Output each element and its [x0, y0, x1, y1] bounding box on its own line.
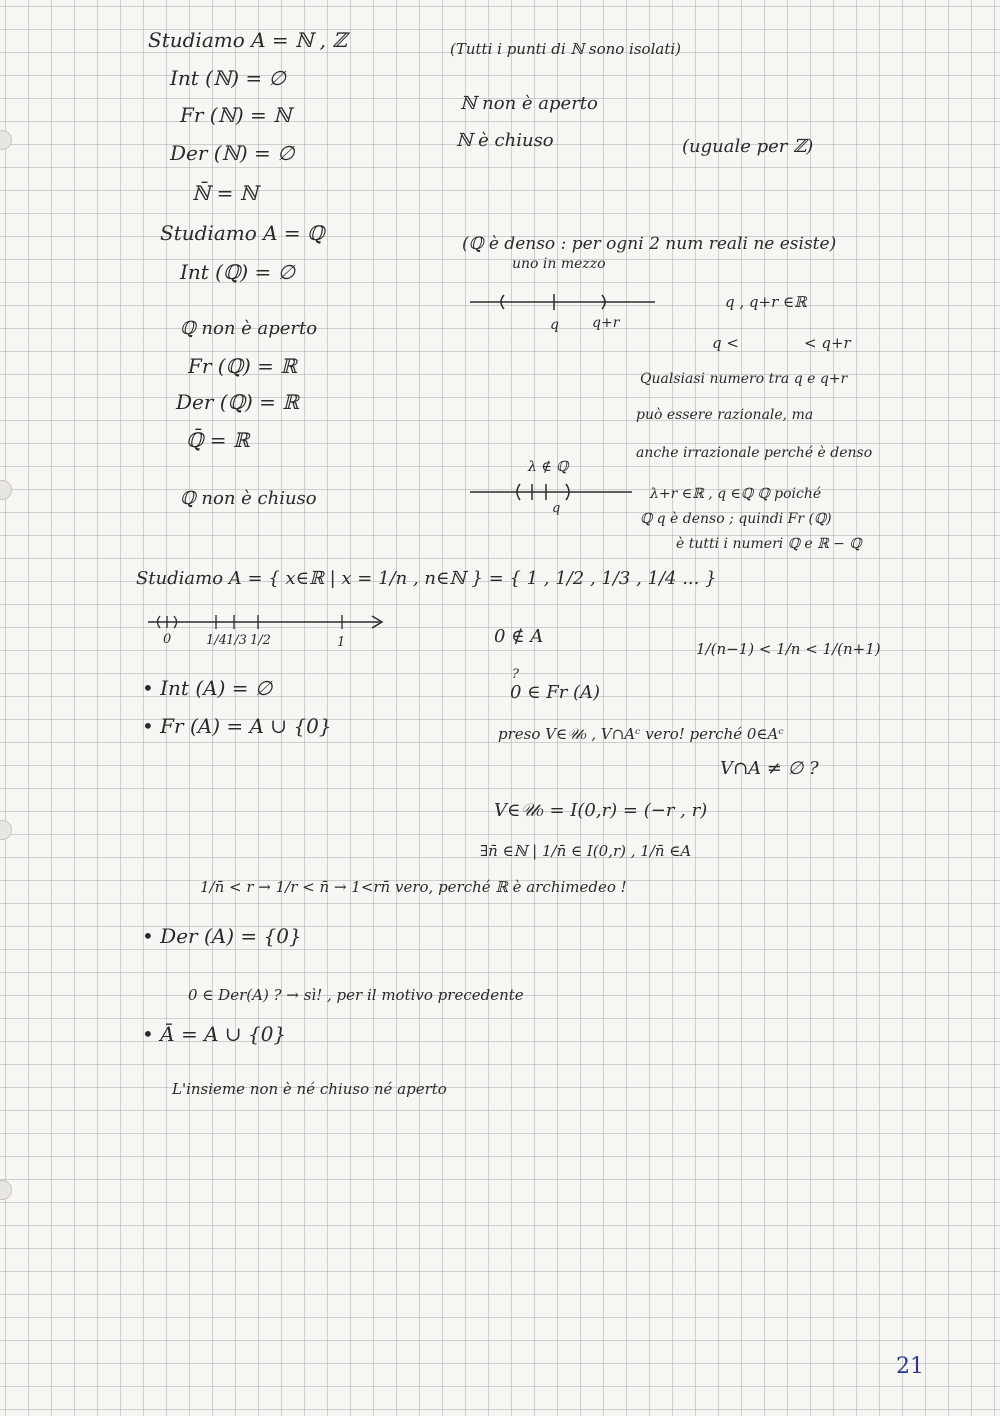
binder-hole — [0, 1180, 12, 1200]
note-isolated: (Tutti i punti di ℕ sono isolati) — [450, 40, 681, 58]
closure-sequence: • Ā = A ∪ {0} — [142, 1022, 287, 1046]
v-cap-a: V∩A ≠ ∅ ? — [720, 758, 819, 779]
der-naturals: Der (ℕ) = ∅ — [170, 141, 295, 165]
int-rationals: Int (ℚ) = ∅ — [180, 260, 296, 284]
question-mark: ? — [512, 667, 519, 682]
zero-not-in-a: 0 ∉ A — [494, 626, 544, 647]
int-sequence: • Int (A) = ∅ — [142, 676, 273, 700]
fr-sequence: • Fr (A) = A ∪ {0} — [142, 714, 332, 738]
naturals-closed: ℕ è chiuso — [456, 130, 554, 151]
heading-naturals: Studiamo A = ℕ , ℤ — [148, 28, 347, 52]
q-qr-real: q , q+r ∈ℝ — [725, 293, 807, 311]
line-q-label: q — [550, 317, 559, 333]
rationals-not-open: ℚ non è aperto — [180, 318, 318, 339]
any-number-1: Qualsiasi numero tra q e q+r — [640, 371, 848, 387]
heading-sequence: Studiamo A = { x∈ℝ | x = 1/n , n∈ℕ } = { 1 , 1/2 , 1/3 , 1/4 ... } — [136, 568, 717, 589]
fr-rationals: Fr (ℚ) = ℝ — [188, 354, 297, 378]
lambda-not-in-q: λ ∉ ℚ — [528, 459, 569, 475]
line-qr-label: q+r — [592, 315, 620, 331]
v-in-u0: V∈𝒰₀ = I(0,r) = (−r , r) — [494, 800, 708, 821]
zero-in-fr: 0 ∈ Fr (A) — [510, 682, 601, 703]
binder-hole — [0, 130, 12, 150]
fr-naturals: Fr (ℕ) = ℕ — [180, 103, 292, 127]
zero-in-der: 0 ∈ Der(A) ? → sì! , per il motivo precedente — [188, 986, 524, 1004]
ineq-neighbors: 1/(n−1) < 1/n < 1/(n+1) — [696, 640, 881, 658]
any-number-2: può essere razionale, ma — [636, 407, 814, 423]
line2-q-label: q — [552, 501, 561, 516]
tick-label: 1/4 — [206, 633, 227, 648]
tick-label: 1/2 — [250, 633, 271, 648]
number-line-sequence — [148, 610, 398, 640]
lambda-r-2: ℚ q è denso ; quindi Fr (ℚ) — [640, 511, 832, 527]
less-qr: < q+r — [804, 334, 851, 352]
q-less: q < — [712, 334, 739, 352]
number-line-q — [470, 290, 660, 333]
naturals-not-open: ℕ non è aperto — [460, 93, 598, 114]
exists-n: ∃n̄ ∈ℕ | 1/n̄ ∈ I(0,r) , 1/n̄ ∈A — [480, 842, 692, 860]
preso-line: preso V∈𝒰₀ , V∩Aᶜ vero! perché 0∈Aᶜ — [498, 725, 784, 743]
der-rationals: Der (ℚ) = ℝ — [176, 390, 299, 414]
tick-label: 1/3 — [226, 633, 247, 648]
any-number-3: anche irrazionale perché è denso — [636, 445, 873, 461]
lambda-r-3: è tutti i numeri ℚ e ℝ − ℚ — [676, 536, 862, 552]
binder-hole — [0, 820, 12, 840]
int-naturals: Int (ℕ) = ∅ — [170, 66, 286, 90]
archimedean-line: 1/n̄ < r → 1/r < n̄ → 1<rn̄ vero, perché ℝ è archimedeo ! — [200, 878, 627, 896]
dense-note: (ℚ è denso : per ogni 2 num reali ne esiste) — [462, 234, 837, 254]
tick-label: 1 — [337, 635, 346, 650]
tick-label: 0 — [163, 632, 172, 647]
der-sequence: • Der (A) = {0} — [142, 924, 302, 948]
conclusion: L'insieme non è né chiuso né aperto — [172, 1080, 447, 1098]
same-for-integers: (uguale per ℤ) — [682, 136, 814, 157]
page-number: 21 — [896, 1354, 924, 1379]
heading-rationals: Studiamo A = ℚ — [160, 221, 325, 245]
binder-hole — [0, 480, 12, 500]
lambda-r-1: λ+r ∈ℝ , q ∈ℚ ℚ poiché — [650, 486, 822, 502]
closure-naturals: ℕ̄ = ℕ — [192, 181, 259, 205]
dense-note-2: uno in mezzo — [512, 256, 606, 272]
rationals-not-closed: ℚ non è chiuso — [180, 488, 317, 509]
closure-rationals: ℚ̄ = ℝ — [186, 428, 250, 452]
